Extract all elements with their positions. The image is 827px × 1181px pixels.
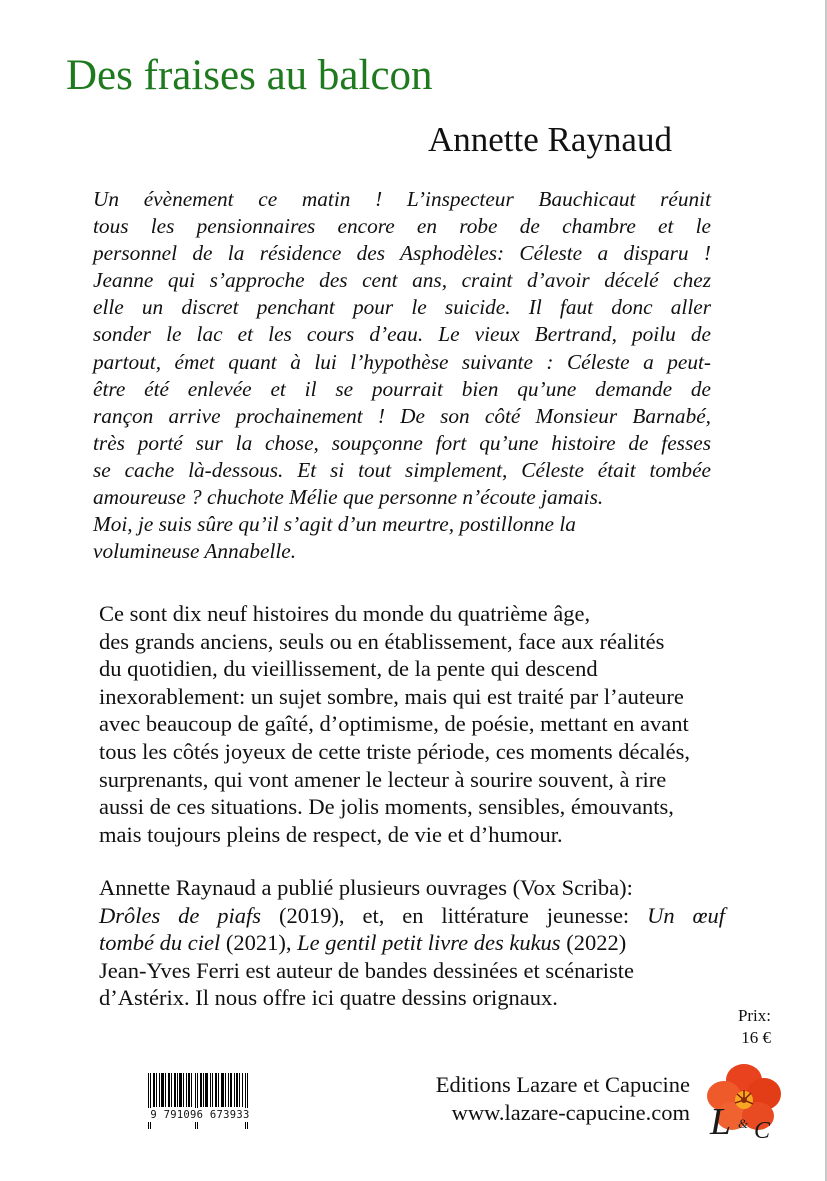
- synopsis-paragraph: [99, 600, 711, 848]
- bio-line: Annette Raynaud a publié plusieurs ouvrages (Vox Scriba):: [99, 875, 633, 900]
- blurb-line: personnel de la résidence des Asphodèles: Céleste a disparu !: [93, 241, 711, 266]
- synopsis-line: des grands anciens, seuls ou en établissement, face aux réalités: [99, 628, 665, 654]
- book-title-2: Un œuf: [647, 902, 725, 928]
- publisher-block: [405, 1071, 690, 1126]
- price-value: 16 €: [741, 1028, 771, 1047]
- publisher-logo: [704, 1062, 784, 1142]
- blurb-line: se cache là-dessous. Et si tout simplement, Céleste était tombée: [93, 457, 711, 482]
- price-block: [738, 1005, 771, 1049]
- synopsis-line: avec beaucoup de gaîté, d’optimisme, de poésie, mettant en avant: [99, 711, 689, 737]
- svg-text:C: C: [754, 1118, 771, 1142]
- bio-line: [99, 929, 725, 957]
- blurb-line: rançon arrive prochainement ! De son côté Monsieur Barnabé,: [93, 403, 711, 428]
- book-title: Des fraises au balcon: [66, 52, 433, 99]
- publisher-url: www.lazare-capucine.com: [451, 1099, 690, 1125]
- blurb-line: tous les pensionnaires encore en robe de chambre et le: [93, 214, 711, 239]
- bio-line: Jean-Yves Ferri est auteur de bandes dessinées et scénariste: [99, 957, 635, 983]
- bio-text: (2019), et, en littérature jeunesse:: [261, 902, 648, 928]
- blurb-line: être été enlevée et il se pourrait bien qu’une demande de: [93, 376, 711, 401]
- back-cover-blurb: [93, 186, 711, 565]
- publisher-name: Editions Lazare et Capucine: [435, 1072, 690, 1097]
- synopsis-line: du quotidien, du vieillissement, de la pente qui descend: [99, 656, 598, 682]
- price-label: Prix:: [737, 1006, 771, 1025]
- book-title-2-cont: tombé du ciel: [99, 930, 221, 956]
- synopsis-line: tous les côtés joyeux de cette triste période, ces moments décalés,: [99, 738, 691, 764]
- blurb-line: Jeanne qui s’approche des cent ans, craint d’avoir décelé chez: [93, 268, 711, 293]
- blurb-line: partout, émet quant à lui l’hypothèse suivante : Céleste a peut-: [93, 349, 711, 374]
- blurb-line: sonder le lac et les cours d’eau. Le vieux Bertrand, poilu de: [93, 322, 711, 347]
- blurb-line: Un évènement ce matin ! L’inspecteur Bauchicaut réunit: [93, 187, 711, 211]
- bio-line: d’Astérix. Il nous offre ici quatre dessins orignaux.: [99, 985, 558, 1011]
- blurb-line: Moi, je suis sûre qu’il s’agit d’un meurtre, postillonne la: [93, 512, 576, 537]
- book-title-3: Le gentil petit livre des kukus: [297, 930, 561, 956]
- book-author: Annette Raynaud: [428, 120, 672, 159]
- synopsis-line: mais toujours pleins de respect, de vie et d’humour.: [99, 821, 563, 847]
- book-title-1: Drôles de piafs: [99, 902, 262, 928]
- barcode-digits: 9 791096 673933: [146, 1108, 254, 1122]
- blurb-line: volumineuse Annabelle.: [93, 539, 297, 564]
- bio-text: (2021),: [220, 930, 298, 956]
- blurb-line: très porté sur la chose, soupçonne fort qu’une histoire de fesses: [93, 430, 711, 455]
- author-bio: [99, 874, 725, 1012]
- synopsis-line: surprenants, qui vont amener le lecteur à sourire souvent, à rire: [99, 766, 667, 792]
- bio-line: [99, 902, 725, 930]
- synopsis-line: Ce sont dix neuf histoires du monde du quatrième âge,: [99, 601, 591, 626]
- synopsis-line: aussi de ces situations. De jolis moments, sensibles, émouvants,: [99, 794, 674, 820]
- blurb-line: elle un discret penchant pour le suicide. Il faut donc aller: [93, 295, 711, 320]
- svg-text:L: L: [710, 1101, 732, 1142]
- bio-text: (2022): [560, 930, 627, 956]
- svg-text:&: &: [738, 1116, 749, 1131]
- blurb-line: amoureuse ? chuchote Mélie que personne n’écoute jamais.: [93, 485, 604, 510]
- nasturtium-logo-icon: [704, 1062, 784, 1142]
- synopsis-line: inexorablement: un sujet sombre, mais qui est traité par l’auteure: [99, 683, 684, 709]
